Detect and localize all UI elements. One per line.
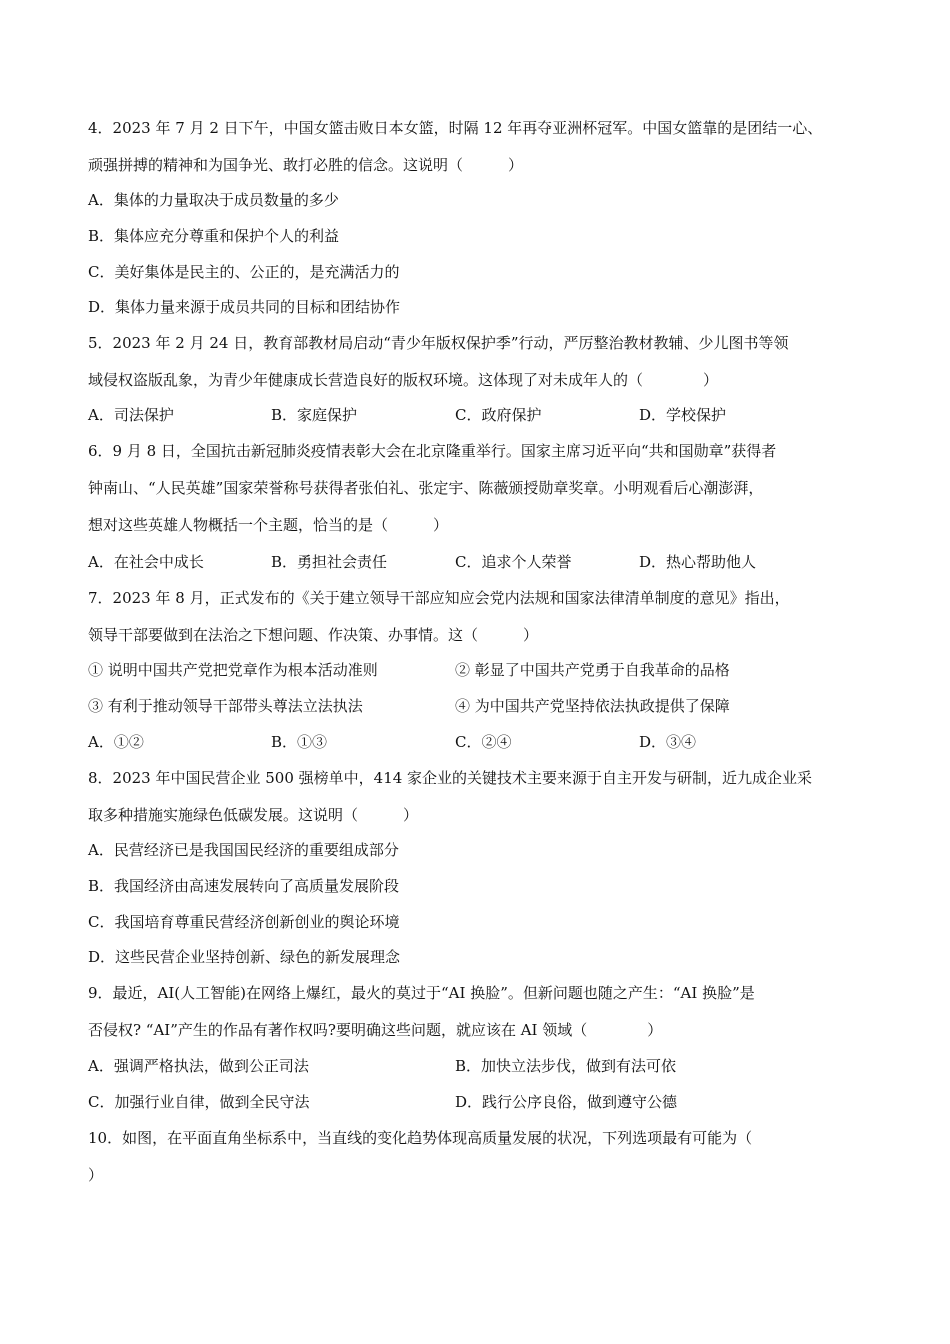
q6-stem-line-3: 想对这些英雄人物概括一个主题，恰当的是（ ） [88, 516, 449, 534]
q9-option-d: D．践行公序良俗，做到遵守公德 [455, 1093, 678, 1111]
q8-option-c: C．我国培育尊重民营经济创新创业的舆论环境 [88, 913, 400, 931]
q5-option-b: B．家庭保护 [271, 406, 358, 424]
q5-option-c: C．政府保护 [455, 406, 542, 424]
q8-option-a: A．民营经济已是我国国民经济的重要组成部分 [88, 841, 399, 859]
q7-option-a: A．①② [88, 733, 144, 751]
q9-stem-line-2: 否侵权? “AI”产生的作品有著作权吗?要明确这些问题，就应该在 AI 领域（ ） [88, 1021, 663, 1039]
q7-stem-line-2: 领导干部要做到在法治之下想问题、作决策、办事情。这（ ） [88, 626, 539, 644]
q6-option-c: C．追求个人荣誉 [455, 553, 572, 571]
q4-stem-line-1: 4．2023 年 7 月 2 日下午，中国女篮击败日本女篮，时隔 12 年再夺亚洲杯冠军。中国女篮靠的是团结一心、 [88, 119, 823, 137]
q6-option-d: D．热心帮助他人 [639, 553, 757, 571]
q6-option-a: A．在社会中成长 [88, 553, 204, 571]
q7-option-c: C．②④ [455, 733, 512, 751]
q10-stem-line-2: ） [88, 1166, 104, 1184]
q7-statement-2: ② 彰显了中国共产党勇于自我革命的品格 [455, 661, 730, 679]
q5-option-a: A．司法保护 [88, 406, 174, 424]
q6-option-b: B．勇担社会责任 [271, 553, 388, 571]
q5-stem-line-2: 域侵权盗版乱象，为青少年健康成长营造良好的版权环境。这体现了对未成年人的（ ） [88, 371, 719, 389]
q7-option-d: D．③④ [639, 733, 697, 751]
q9-stem-line-1: 9．最近，AI(人工智能)在网络上爆红，最火的莫过于“AI 换脸”。但新问题也随之产生：“AI 换脸”是 [88, 984, 755, 1002]
q7-statement-4: ④ 为中国共产党坚持依法执政提供了保障 [455, 697, 730, 715]
q4-stem-line-2: 顽强拼搏的精神和为国争光、敢打必胜的信念。这说明（ ） [88, 156, 524, 174]
q7-option-b: B．①③ [271, 733, 328, 751]
q8-stem-line-2: 取多种措施实施绿色低碳发展。这说明（ ） [88, 806, 419, 824]
q5-stem-line-1: 5．2023 年 2 月 24 日，教育部教材局启动“青少年版权保护季”行动，严厉整治教材教辅、少儿图书等领 [88, 334, 789, 352]
q4-option-c: C．美好集体是民主的、公正的，是充满活力的 [88, 263, 400, 281]
q4-option-a: A．集体的力量取决于成员数量的多少 [88, 191, 339, 209]
q9-option-b: B．加快立法步伐，做到有法可依 [455, 1057, 677, 1075]
q6-stem-line-1: 6．9 月 8 日，全国抗击新冠肺炎疫情表彰大会在北京隆重举行。国家主席习近平向“共和国勋章”获得者 [88, 442, 777, 460]
q8-option-b: B．我国经济由高速发展转向了高质量发展阶段 [88, 877, 400, 895]
q8-stem-line-1: 8．2023 年中国民营企业 500 强榜单中，414 家企业的关键技术主要来源于自主开发与研制，近九成企业采 [88, 769, 813, 787]
q4-option-d: D．集体力量来源于成员共同的目标和团结协作 [88, 298, 401, 316]
q9-option-a: A．强调严格执法，做到公正司法 [88, 1057, 309, 1075]
q7-statement-1: ① 说明中国共产党把党章作为根本活动准则 [88, 661, 378, 679]
q7-statement-3: ③ 有利于推动领导干部带头尊法立法执法 [88, 697, 363, 715]
q5-option-d: D．学校保护 [639, 406, 727, 424]
q8-option-d: D．这些民营企业坚持创新、绿色的新发展理念 [88, 948, 401, 966]
q6-stem-line-2: 钟南山、“人民英雄”国家荣誉称号获得者张伯礼、张定宇、陈薇颁授勋章奖章。小明观看后心潮澎湃， [88, 479, 764, 497]
q4-option-b: B．集体应充分尊重和保护个人的利益 [88, 227, 340, 245]
q7-stem-line-1: 7．2023 年 8 月，正式发布的《关于建立领导干部应知应会党内法规和国家法律清单制度的意见》指出， [88, 589, 790, 607]
q10-stem-line-1: 10．如图，在平面直角坐标系中，当直线的变化趋势体现高质量发展的状况，下列选项最有可能为（ [88, 1129, 753, 1147]
q9-option-c: C．加强行业自律，做到全民守法 [88, 1093, 310, 1111]
